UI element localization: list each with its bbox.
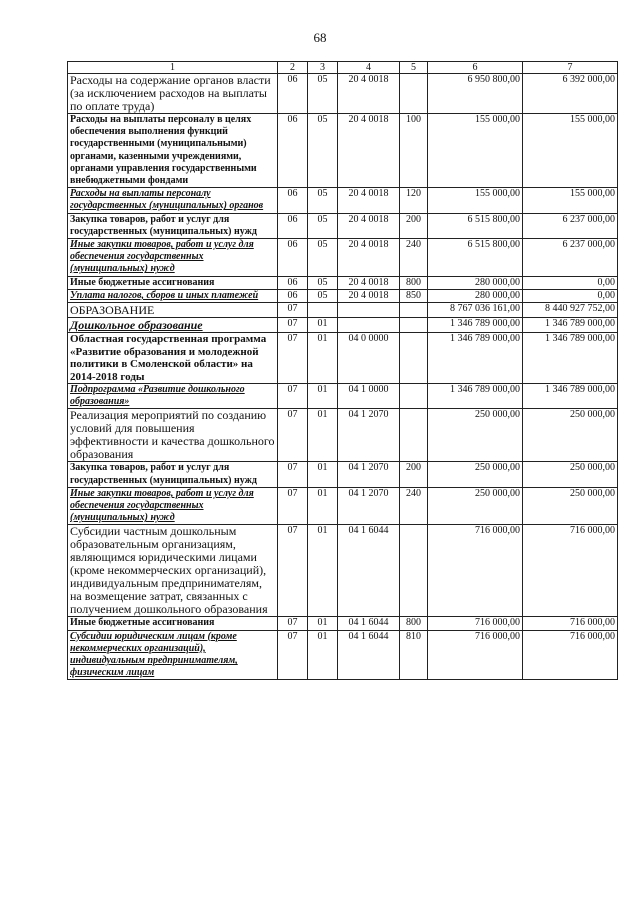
amount-year-2: 1 346 789 000,00 bbox=[523, 333, 618, 384]
page-number: 68 bbox=[313, 30, 327, 45]
subsection-code: 05 bbox=[308, 289, 338, 302]
amount-year-1: 250 000,00 bbox=[428, 487, 523, 525]
amount-year-2: 155 000,00 bbox=[523, 114, 618, 188]
subsection-code: 01 bbox=[308, 487, 338, 525]
amount-year-1: 1 346 789 000,00 bbox=[428, 384, 523, 409]
table-row bbox=[68, 188, 618, 213]
table-row bbox=[68, 525, 618, 617]
section-code: 07 bbox=[278, 617, 308, 630]
target-article: 04 1 6044 bbox=[338, 617, 400, 630]
expense-type bbox=[400, 333, 428, 384]
expense-type: 240 bbox=[400, 239, 428, 277]
table-row bbox=[68, 630, 618, 680]
amount-year-1: 155 000,00 bbox=[428, 114, 523, 188]
amount-year-2: 1 346 789 000,00 bbox=[523, 318, 618, 333]
subsection-code: 01 bbox=[308, 318, 338, 333]
amount-year-2: 1 346 789 000,00 bbox=[523, 384, 618, 409]
item-name: Субсидии юридическим лицам (кроме некоммерческих организаций), индивидуальным предпринимателям, физическим лицам bbox=[68, 630, 278, 680]
section-code: 07 bbox=[278, 303, 308, 318]
section-code: 07 bbox=[278, 525, 308, 617]
item-name: ОБРАЗОВАНИЕ bbox=[68, 303, 278, 318]
header-col-7: 7 bbox=[523, 62, 618, 74]
item-name: Иные бюджетные ассигнования bbox=[68, 276, 278, 289]
target-article: 04 1 6044 bbox=[338, 525, 400, 617]
expense-type: 200 bbox=[400, 213, 428, 238]
amount-year-2: 716 000,00 bbox=[523, 617, 618, 630]
table-row bbox=[68, 318, 618, 333]
expense-type bbox=[400, 525, 428, 617]
target-article: 20 4 0018 bbox=[338, 188, 400, 213]
item-name: Дошкольное образование bbox=[68, 318, 278, 333]
amount-year-2: 250 000,00 bbox=[523, 462, 618, 487]
expense-type: 120 bbox=[400, 188, 428, 213]
target-article bbox=[338, 303, 400, 318]
target-article: 04 1 6044 bbox=[338, 630, 400, 680]
item-name: Уплата налогов, сборов и иных платежей bbox=[68, 289, 278, 302]
amount-year-2: 250 000,00 bbox=[523, 487, 618, 525]
header-col-2: 2 bbox=[278, 62, 308, 74]
header-col-6: 6 bbox=[428, 62, 523, 74]
table-header-row bbox=[68, 62, 618, 74]
expense-type bbox=[400, 384, 428, 409]
target-article: 20 4 0018 bbox=[338, 276, 400, 289]
expense-type: 810 bbox=[400, 630, 428, 680]
item-name: Подпрограмма «Развитие дошкольного образования» bbox=[68, 384, 278, 409]
expense-type bbox=[400, 409, 428, 462]
target-article: 04 1 2070 bbox=[338, 409, 400, 462]
amount-year-1: 1 346 789 000,00 bbox=[428, 333, 523, 384]
section-code: 06 bbox=[278, 213, 308, 238]
subsection-code: 05 bbox=[308, 114, 338, 188]
amount-year-2: 716 000,00 bbox=[523, 630, 618, 680]
item-name: Областная государственная программа «Развитие образования и молодежной политики в Смоленской области» на 2014-2018 годы bbox=[68, 333, 278, 384]
expense-type: 240 bbox=[400, 487, 428, 525]
section-code: 07 bbox=[278, 630, 308, 680]
expense-type: 800 bbox=[400, 276, 428, 289]
item-name: Иные закупки товаров, работ и услуг для обеспечения государственных (муниципальных) нужд bbox=[68, 239, 278, 277]
amount-year-1: 280 000,00 bbox=[428, 289, 523, 302]
item-name: Расходы на содержание органов власти (за исключением расходов на выплаты по оплате труда) bbox=[68, 74, 278, 114]
target-article: 20 4 0018 bbox=[338, 239, 400, 277]
table-row bbox=[68, 74, 618, 114]
section-code: 07 bbox=[278, 318, 308, 333]
amount-year-2: 250 000,00 bbox=[523, 409, 618, 462]
item-name: Субсидии частным дошкольным образовательным организациям, являющимся юридическими лицами (кроме некоммерческих организаций), индивидуальным предпринимателям, на возмещение затрат, связанных с получением дошкольного образования bbox=[68, 525, 278, 617]
section-code: 07 bbox=[278, 487, 308, 525]
expense-type: 800 bbox=[400, 617, 428, 630]
subsection-code: 01 bbox=[308, 525, 338, 617]
amount-year-1: 6 950 800,00 bbox=[428, 74, 523, 114]
target-article bbox=[338, 318, 400, 333]
section-code: 06 bbox=[278, 188, 308, 213]
amount-year-1: 8 767 036 161,00 bbox=[428, 303, 523, 318]
subsection-code: 05 bbox=[308, 74, 338, 114]
subsection-code: 05 bbox=[308, 213, 338, 238]
section-code: 07 bbox=[278, 409, 308, 462]
section-code: 07 bbox=[278, 333, 308, 384]
target-article: 04 1 0000 bbox=[338, 384, 400, 409]
item-name: Реализация мероприятий по созданию условий для повышения эффективности и качества дошкольного образования bbox=[68, 409, 278, 462]
table-row bbox=[68, 276, 618, 289]
subsection-code: 01 bbox=[308, 409, 338, 462]
target-article: 04 0 0000 bbox=[338, 333, 400, 384]
amount-year-2: 0,00 bbox=[523, 276, 618, 289]
header-col-1: 1 bbox=[68, 62, 278, 74]
item-name: Закупка товаров, работ и услуг для государственных (муниципальных) нужд bbox=[68, 462, 278, 487]
expense-type: 200 bbox=[400, 462, 428, 487]
target-article: 20 4 0018 bbox=[338, 114, 400, 188]
amount-year-1: 155 000,00 bbox=[428, 188, 523, 213]
table-row bbox=[68, 289, 618, 302]
table-row bbox=[68, 462, 618, 487]
expense-type bbox=[400, 74, 428, 114]
subsection-code: 05 bbox=[308, 239, 338, 277]
expense-type bbox=[400, 303, 428, 318]
amount-year-2: 6 237 000,00 bbox=[523, 239, 618, 277]
section-code: 06 bbox=[278, 114, 308, 188]
target-article: 04 1 2070 bbox=[338, 487, 400, 525]
target-article: 04 1 2070 bbox=[338, 462, 400, 487]
item-name: Иные закупки товаров, работ и услуг для обеспечения государственных (муниципальных) нужд bbox=[68, 487, 278, 525]
item-name: Закупка товаров, работ и услуг для государственных (муниципальных) нужд bbox=[68, 213, 278, 238]
table-row bbox=[68, 213, 618, 238]
table-row bbox=[68, 114, 618, 188]
amount-year-1: 250 000,00 bbox=[428, 409, 523, 462]
table-row bbox=[68, 239, 618, 277]
item-name: Расходы на выплаты персоналу в целях обеспечения выполнения функций государственными (муниципальными) органами, казенными учреждениями, органами управления государственными внебюджетными фондами bbox=[68, 114, 278, 188]
subsection-code: 01 bbox=[308, 384, 338, 409]
expense-type bbox=[400, 318, 428, 333]
target-article: 20 4 0018 bbox=[338, 289, 400, 302]
table-row bbox=[68, 617, 618, 630]
section-code: 06 bbox=[278, 74, 308, 114]
amount-year-1: 716 000,00 bbox=[428, 617, 523, 630]
amount-year-1: 250 000,00 bbox=[428, 462, 523, 487]
budget-table bbox=[67, 61, 618, 680]
amount-year-1: 716 000,00 bbox=[428, 525, 523, 617]
section-code: 07 bbox=[278, 462, 308, 487]
header-col-4: 4 bbox=[338, 62, 400, 74]
subsection-code: 01 bbox=[308, 333, 338, 384]
section-code: 07 bbox=[278, 384, 308, 409]
amount-year-1: 716 000,00 bbox=[428, 630, 523, 680]
expense-type: 100 bbox=[400, 114, 428, 188]
amount-year-2: 8 440 927 752,00 bbox=[523, 303, 618, 318]
amount-year-2: 6 392 000,00 bbox=[523, 74, 618, 114]
item-name: Иные бюджетные ассигнования bbox=[68, 617, 278, 630]
section-code: 06 bbox=[278, 239, 308, 277]
section-code: 06 bbox=[278, 276, 308, 289]
target-article: 20 4 0018 bbox=[338, 213, 400, 238]
amount-year-2: 155 000,00 bbox=[523, 188, 618, 213]
expense-type: 850 bbox=[400, 289, 428, 302]
subsection-code: 05 bbox=[308, 276, 338, 289]
subsection-code: 05 bbox=[308, 188, 338, 213]
table-row bbox=[68, 384, 618, 409]
table-row bbox=[68, 303, 618, 318]
subsection-code: 01 bbox=[308, 462, 338, 487]
table-row bbox=[68, 487, 618, 525]
header-col-5: 5 bbox=[400, 62, 428, 74]
table-row bbox=[68, 333, 618, 384]
target-article: 20 4 0018 bbox=[338, 74, 400, 114]
amount-year-1: 6 515 800,00 bbox=[428, 213, 523, 238]
amount-year-1: 1 346 789 000,00 bbox=[428, 318, 523, 333]
subsection-code: 01 bbox=[308, 617, 338, 630]
amount-year-2: 6 237 000,00 bbox=[523, 213, 618, 238]
item-name: Расходы на выплаты персоналу государственных (муниципальных) органов bbox=[68, 188, 278, 213]
subsection-code: 01 bbox=[308, 630, 338, 680]
amount-year-2: 716 000,00 bbox=[523, 525, 618, 617]
header-col-3: 3 bbox=[308, 62, 338, 74]
amount-year-1: 6 515 800,00 bbox=[428, 239, 523, 277]
table-row bbox=[68, 409, 618, 462]
section-code: 06 bbox=[278, 289, 308, 302]
amount-year-2: 0,00 bbox=[523, 289, 618, 302]
subsection-code bbox=[308, 303, 338, 318]
amount-year-1: 280 000,00 bbox=[428, 276, 523, 289]
